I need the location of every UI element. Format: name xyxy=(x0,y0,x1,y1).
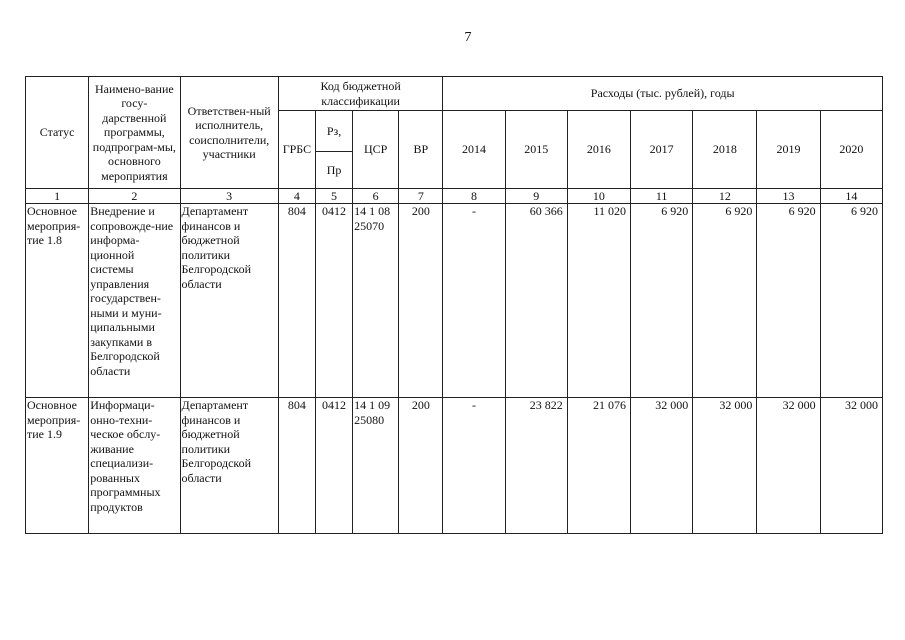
row-rzpr: 0412 xyxy=(315,398,352,534)
column-number: 13 xyxy=(757,189,820,204)
row-value: 6 920 xyxy=(757,204,820,398)
column-number: 7 xyxy=(399,189,443,204)
column-number: 1 xyxy=(26,189,89,204)
header-year: 2016 xyxy=(567,111,630,189)
header-year: 2019 xyxy=(757,111,820,189)
row-value: 6 920 xyxy=(631,204,693,398)
header-grbs: ГРБС xyxy=(278,111,315,189)
row-value: 32 000 xyxy=(693,398,757,534)
row-name: Внедрение и сопровожде-ние информа-ционной системы управления государствен-ными и муни-ципальными закупками в Белгородской области xyxy=(89,204,180,398)
column-number: 8 xyxy=(443,189,505,204)
row-value: - xyxy=(443,204,505,398)
table-row xyxy=(26,204,883,398)
header-year: 2020 xyxy=(820,111,882,189)
row-value: 32 000 xyxy=(757,398,820,534)
row-status: Основное мероприя-тие 1.9 xyxy=(26,398,89,534)
row-name: Информаци-онно-техни-ческое обслу-живание специализи-рованных программных продуктов xyxy=(89,398,180,534)
row-vr: 200 xyxy=(399,204,443,398)
header-pr: Пр xyxy=(315,152,352,189)
column-number: 12 xyxy=(693,189,757,204)
row-grbs: 804 xyxy=(278,204,315,398)
column-number: 2 xyxy=(89,189,180,204)
column-number: 10 xyxy=(567,189,630,204)
row-executor: Департамент финансов и бюджетной политики Белгородской области xyxy=(180,398,278,534)
header-year: 2018 xyxy=(693,111,757,189)
row-value: 6 920 xyxy=(820,204,882,398)
header-name: Наимено-вание госу-дарственной программы, подпрограм-мы, основного мероприятия xyxy=(89,77,180,189)
header-executor: Ответствен-ный исполнитель, соисполнители, участники xyxy=(180,77,278,189)
row-grbs: 804 xyxy=(278,398,315,534)
column-number: 5 xyxy=(315,189,352,204)
header-year: 2015 xyxy=(505,111,567,189)
row-value: 6 920 xyxy=(693,204,757,398)
row-value: 32 000 xyxy=(631,398,693,534)
column-number: 4 xyxy=(278,189,315,204)
row-vr: 200 xyxy=(399,398,443,534)
header-status: Статус xyxy=(26,77,89,189)
row-value: 21 076 xyxy=(567,398,630,534)
header-budget-code: Код бюджетной классификации xyxy=(278,77,443,111)
row-value: 32 000 xyxy=(820,398,882,534)
row-status: Основное мероприя-тие 1.8 xyxy=(26,204,89,398)
column-number: 11 xyxy=(631,189,693,204)
row-value: 23 822 xyxy=(505,398,567,534)
header-year: 2017 xyxy=(631,111,693,189)
header-expenses: Расходы (тыс. рублей), годы xyxy=(443,77,883,111)
header-csr: ЦСР xyxy=(353,111,399,189)
column-number: 3 xyxy=(180,189,278,204)
column-number: 14 xyxy=(820,189,882,204)
row-executor: Департамент финансов и бюджетной политики Белгородской области xyxy=(180,204,278,398)
header-rz: Рз, xyxy=(315,111,352,152)
column-number: 6 xyxy=(353,189,399,204)
row-value: - xyxy=(443,398,505,534)
column-number: 9 xyxy=(505,189,567,204)
row-value: 11 020 xyxy=(567,204,630,398)
page-number: 7 xyxy=(464,30,472,45)
row-csr: 14 1 09 25080 xyxy=(353,398,399,534)
budget-table xyxy=(25,76,883,534)
row-rzpr: 0412 xyxy=(315,204,352,398)
row-csr: 14 1 08 25070 xyxy=(353,204,399,398)
header-vr: ВР xyxy=(399,111,443,189)
row-value: 60 366 xyxy=(505,204,567,398)
table-row xyxy=(26,398,883,534)
header-year: 2014 xyxy=(443,111,505,189)
column-numbers-row xyxy=(26,189,883,204)
